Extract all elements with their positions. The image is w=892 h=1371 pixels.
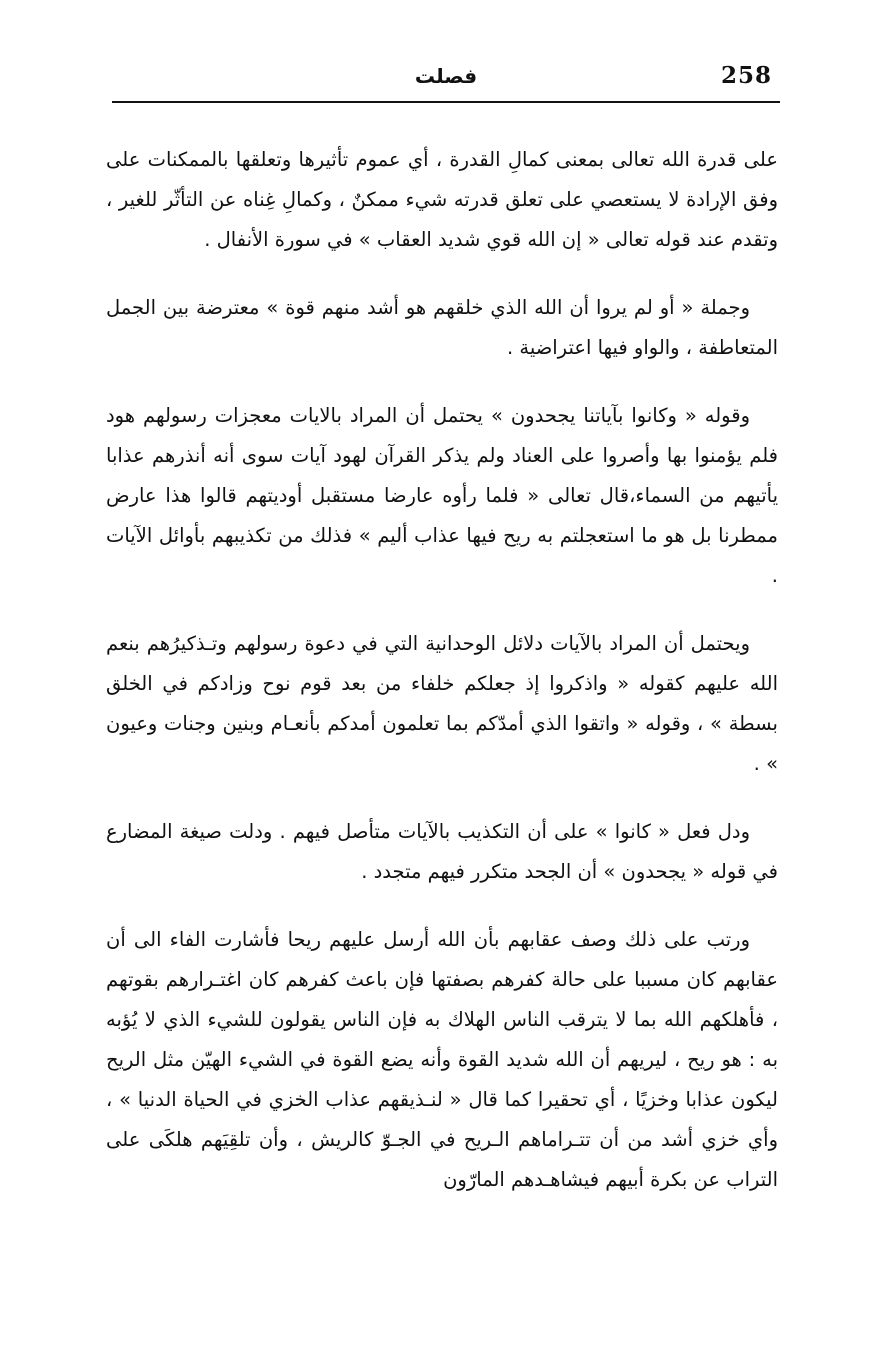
paragraph-3: وقوله « وكانوا بآياتنا يجحدون » يحتمل أن المراد بالايات معجزات رسولهم هود فلم يؤمنوا بها وأصروا على العناد ولم يذكر القرآن لهود آيات سوى أنه أنذرهم عذابا يأتيهم من السماء،قال تعالى « فلما رأوه عارضا مستقبل أوديتهم قالوا هذا عارض ممطرنا بل هو ما استعجلتم به ريح فيها عذاب أليم » فذلك من تكذيبهم بأوائل الآيات . bbox=[106, 404, 778, 587]
paragraph-4: ويحتمل أن المراد بالآيات دلائل الوحدانية التي في دعوة رسولهم وتـذكيرُهم بنعم الله عليهم كقوله « واذكروا إذ جعلكم خلفاء من بعد قوم نوح وزادكم في الخلق بسطة » ، وقوله « واتقوا الذي أمدّكم بما تعلمون أمدكم بأنعـام وبنين وجنات وعيون » . bbox=[106, 632, 778, 775]
paragraph-1: على قدرة الله تعالى بمعنى كمالِ القدرة ، أي عموم تأثيرها وتعلقها بالممكنات على وفق الإرادة لا يستعصي على تعلق قدرته شيء ممكنٌ ، وكمالِ غِناه عن التأثّر للغير ، وتقدم عند قوله تعالى « إن الله قوي شديد العقاب » في سورة الأنفال . bbox=[106, 148, 778, 251]
page-header bbox=[112, 58, 780, 98]
paragraph-5: ودل فعل « كانوا » على أن التكذيب بالآيات متأصل فيهم . ودلت صيغة المضارع في قوله « يجحدون » أن الجحد متكرر فيهم متجدد . bbox=[106, 820, 778, 883]
body-text bbox=[106, 140, 778, 1228]
header-divider bbox=[112, 101, 780, 103]
paragraph-6: ورتب على ذلك وصف عقابهم بأن الله أرسل عليهم ريحا فأشارت الفاء الى أن عقابهم كان مسببا على حالة كفرهم بصفتها فإن باعث كفرهم كان اغتـرارهم بقوتهم ، فأهلكهم الله بما لا يترقب الناس الهلاك به فإن الناس يقولون للشيء الذي لا يُؤبه به : هو ريح ، ليريهم أن الله شديد القوة وأنه يضع القوة في الشيء الهيّن مثل الريح ليكون عذابا وخزيًا ، أي تحقيرا كما قال « لنـذيقهم عذاب الخزي في الحياة الدنيا » ، وأي خزي أشد من أن تتـراماهم الـريح في الجـوّ كالريش ، وأن تلقِيَهم هلكَى على التراب عن بكرة أبيهم فيشاهـدهم المارّون bbox=[106, 928, 778, 1191]
page-number: 258 bbox=[720, 62, 772, 89]
chapter-title: فصلت bbox=[414, 64, 478, 88]
paragraph-2: وجملة « أو لم يروا أن الله الذي خلقهم هو أشد منهم قوة » معترضة بين الجمل المتعاطفة ، والواو فيها اعتراضية . bbox=[106, 296, 778, 359]
